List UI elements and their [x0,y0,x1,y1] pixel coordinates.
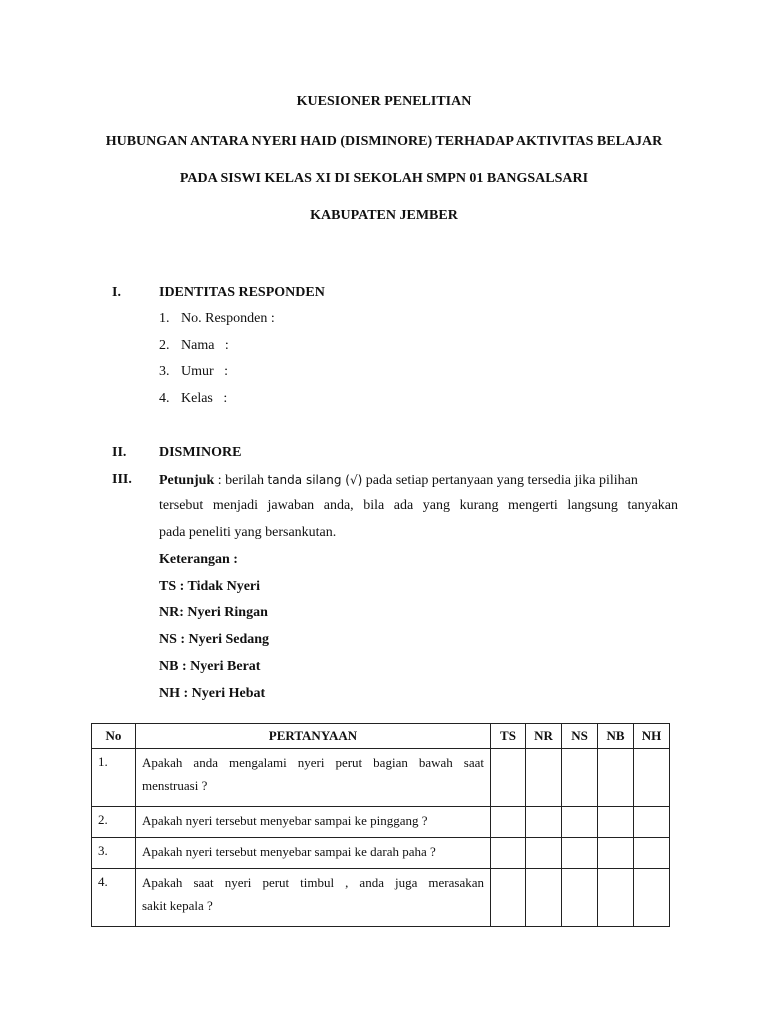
header-nh: NH [634,724,670,749]
question-cell [136,869,491,927]
question-text-line-1: Apakah anda mengalami nyeri perut bagian bawah saat [142,755,484,770]
table-row [92,838,670,869]
answer-cell-nh[interactable] [634,749,670,807]
answer-cell-nb[interactable] [598,838,634,869]
identity-item-responden [159,310,275,328]
question-cell [136,807,491,838]
question-cell [136,749,491,807]
answer-cell-ns[interactable] [562,749,598,807]
header-ts: TS [491,724,526,749]
row-number: 3. [92,838,136,869]
section-2-title: DISMINORE [159,445,242,460]
doc-subtitle-line-1: HUBUNGAN ANTARA NYERI HAID (DISMINORE) TERHADAP AKTIVITAS BELAJAR [105,134,663,149]
instruction-line-1 [159,471,678,490]
item-number: 3. [159,364,170,379]
row-number: 4. [92,869,136,927]
answer-cell-ts[interactable] [491,869,526,927]
doc-title: KUESIONER PENELITIAN [296,94,472,109]
table-header-row [92,724,670,749]
table-row [92,749,670,807]
legend-ns: NS : Nyeri Sedang [159,632,270,647]
item-label: Kelas : [181,391,228,406]
section-3-number: III. [112,472,132,487]
row-number: 1. [92,749,136,807]
answer-cell-nb[interactable] [598,807,634,838]
header-nr: NR [526,724,562,749]
header-pertanyaan: PERTANYAAN [136,724,491,749]
answer-cell-nh[interactable] [634,869,670,927]
answer-cell-nh[interactable] [634,807,670,838]
answer-cell-ns[interactable] [562,838,598,869]
legend-nr: NR: Nyeri Ringan [159,605,268,620]
petunjuk-label: Petunjuk [159,473,215,488]
answer-cell-nr[interactable] [526,869,562,927]
answer-cell-nh[interactable] [634,838,670,869]
identity-item-umur [159,363,228,381]
item-label: No. Responden : [181,311,275,326]
legend-ts: TS : Tidak Nyeri [159,579,261,594]
header-ns: NS [562,724,598,749]
item-label: Umur : [181,364,229,379]
keterangan-heading: Keterangan : [159,552,238,567]
identity-item-kelas [159,390,227,408]
question-text-line-2: sakit kepala ? [142,898,213,913]
answer-cell-ts[interactable] [491,807,526,838]
answer-cell-ts[interactable] [491,838,526,869]
question-text-line-1: Apakah nyeri tersebut menyebar sampai ke darah paha ? [142,844,436,859]
answer-cell-ns[interactable] [562,807,598,838]
check-mark-instruction: tanda silang (√) [267,473,363,487]
instruction-text-b: pada setiap pertanyaan yang tersedia jika pilihan [362,473,638,488]
answer-cell-nb[interactable] [598,749,634,807]
doc-subtitle-line-2: PADA SISWI KELAS XI DI SEKOLAH SMPN 01 BANGSALSARI [179,171,589,186]
questionnaire-table [91,723,670,927]
section-1-title: IDENTITAS RESPONDEN [159,285,325,300]
legend-nh: NH : Nyeri Hebat [159,686,266,701]
item-number: 2. [159,338,170,353]
item-number: 4. [159,391,170,406]
instruction-line-2: tersebut menjadi jawaban anda, bila ada yang kurang mengerti langsung tanyakan [159,498,678,513]
question-cell [136,838,491,869]
identity-item-nama [159,337,229,355]
section-1-number: I. [112,285,121,300]
answer-cell-nr[interactable] [526,838,562,869]
table-row [92,807,670,838]
answer-cell-ts[interactable] [491,749,526,807]
question-text-line-1: Apakah nyeri tersebut menyebar sampai ke pinggang ? [142,813,428,828]
answer-cell-ns[interactable] [562,869,598,927]
item-number: 1. [159,311,170,326]
table-row [92,869,670,927]
header-no: No [92,724,136,749]
doc-subtitle-line-3: KABUPATEN JEMBER [310,208,458,223]
question-text-line-1: Apakah saat nyeri perut timbul , anda juga merasakan [142,875,484,890]
section-2-number: II. [112,445,127,460]
instruction-text-a: : berilah [214,473,268,488]
answer-cell-nb[interactable] [598,869,634,927]
legend-nb: NB : Nyeri Berat [159,659,261,674]
question-text-line-2: menstruasi ? [142,778,208,793]
answer-cell-nr[interactable] [526,807,562,838]
header-nb: NB [598,724,634,749]
answer-cell-nr[interactable] [526,749,562,807]
item-label: Nama : [181,338,229,353]
row-number: 2. [92,807,136,838]
instruction-line-3: pada peneliti yang bersankutan. [159,525,337,540]
